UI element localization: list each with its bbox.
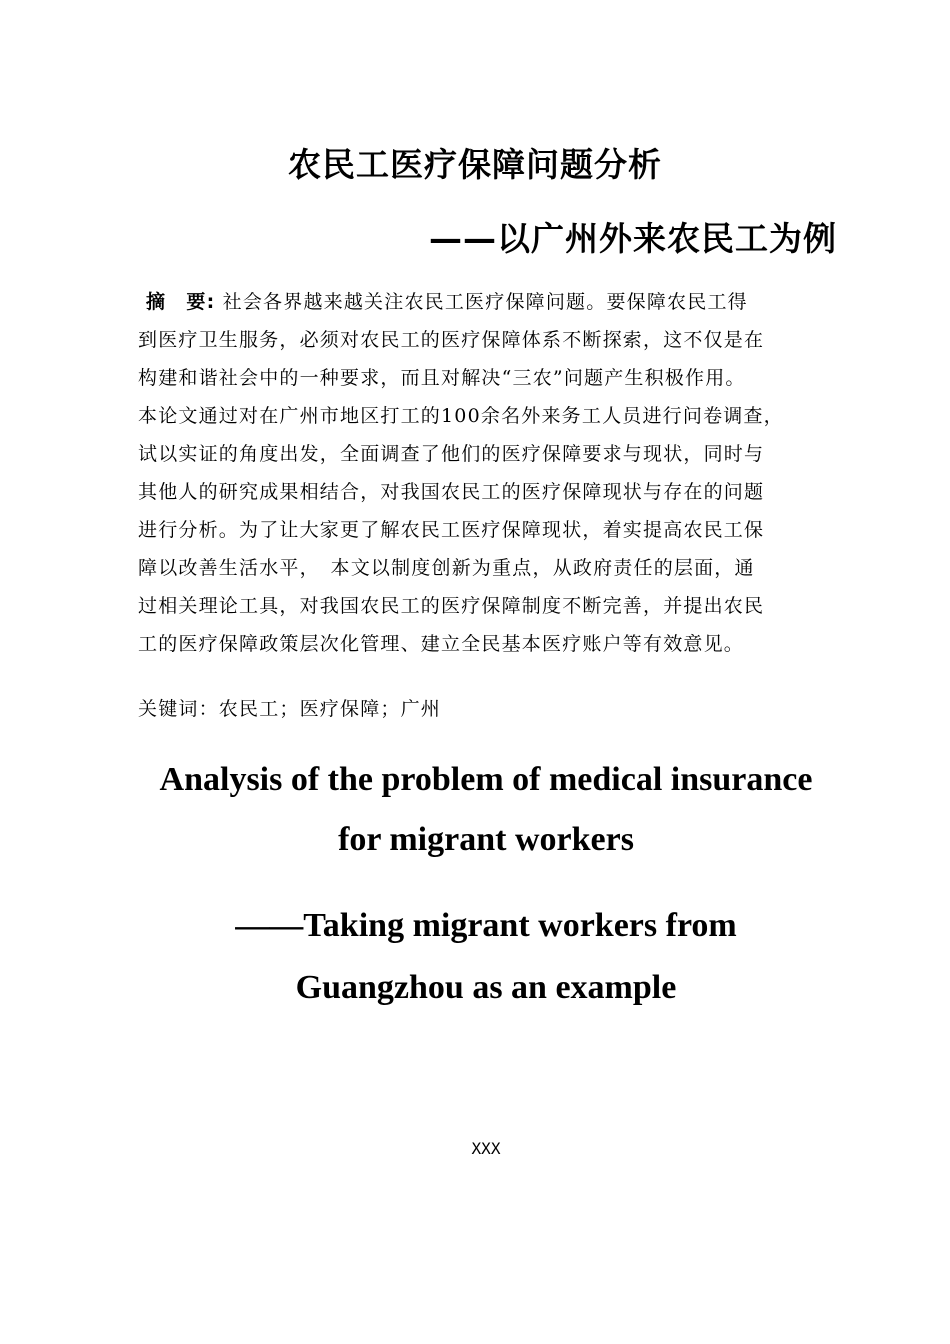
abstract-line-10: 工的医疗保障政策层次化管理、建立全民基本医疗账户等有效意见。: [138, 633, 745, 655]
abstract-line-2: 到医疗卫生服务，必须对农民工的医疗保障体系不断探索，这不仅是在: [138, 329, 765, 351]
abstract-text: 社会各界越来越关注农民工医疗保障问题。要保障农民工得: [222, 291, 748, 313]
abstract: [138, 283, 838, 663]
abstract-line-9: 过相关理论工具，对我国农民工的医疗保障制度不断完善，并提出农民: [138, 595, 765, 617]
english-title: [100, 750, 872, 870]
abstract-line-6: 其他人的研究成果相结合，对我国农民工的医疗保障现状与存在的问题: [138, 481, 765, 503]
abstract-label: 摘 要:: [146, 291, 216, 313]
abstract-line-8: 障以改善生活水平， 本文以制度创新为重点，从政府责任的层面，通: [138, 557, 755, 579]
abstract-line-7: 进行分析。为了让大家更了解农民工医疗保障现状，着实提高农民工保: [138, 519, 765, 541]
english-title-line-1: Analysis of the problem of medical insurance: [159, 761, 813, 798]
keywords: 关键词：农民工；医疗保障；广州: [138, 698, 442, 720]
english-title-line-2: for migrant workers: [338, 821, 634, 858]
english-subtitle: [100, 895, 872, 1019]
abstract-line-1: [138, 283, 838, 321]
english-subtitle-line-1: ——Taking migrant workers from: [235, 907, 737, 944]
abstract-line-4: 本论文通过对在广州市地区打工的100余名外来务工人员进行问卷调查，: [138, 405, 784, 427]
author-name: XXX: [471, 1139, 501, 1158]
chinese-title: 农民工医疗保障问题分析: [288, 145, 662, 184]
abstract-line-5: 试以实证的角度出发，全面调查了他们的医疗保障要求与现状，同时与: [138, 443, 765, 465]
english-subtitle-line-2: Guangzhou as an example: [295, 969, 677, 1006]
abstract-line-3: 构建和谐社会中的一种要求，而且对解决“三农”问题产生积极作用。: [138, 367, 746, 389]
chinese-subtitle: ——以广州外来农民工为例: [429, 219, 837, 258]
